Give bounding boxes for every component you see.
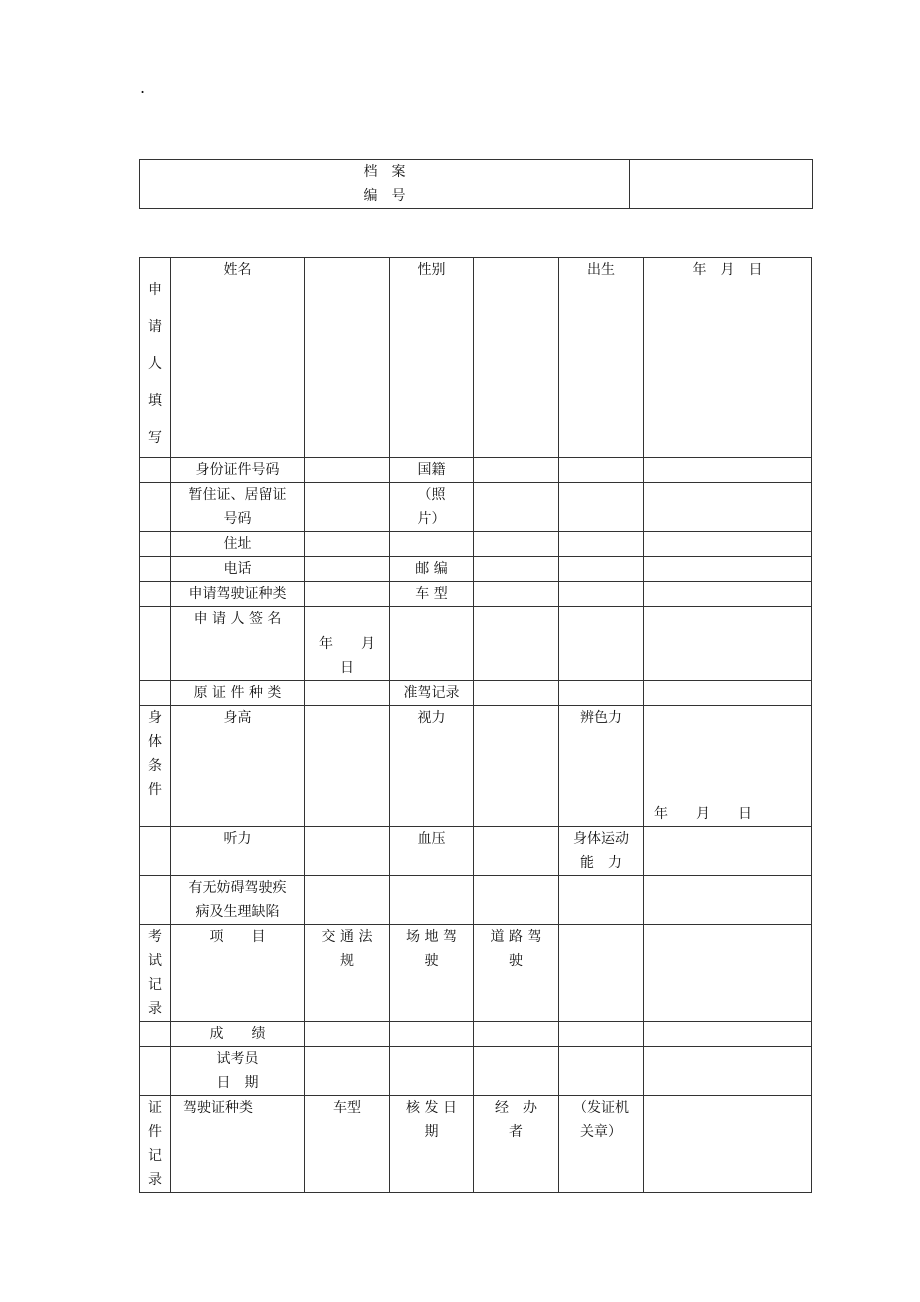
birth-label: 出生 xyxy=(559,258,644,458)
nationality-label: 国籍 xyxy=(390,458,474,483)
address-field[interactable] xyxy=(305,532,390,557)
applicant-char: 申 xyxy=(148,282,162,298)
motor-label xyxy=(559,827,644,876)
blank-cell xyxy=(559,458,644,483)
license-type-label: 申请驾驶证种类 xyxy=(171,582,305,607)
examiner-label xyxy=(171,1047,305,1096)
postcode-label: 邮 编 xyxy=(390,557,474,582)
blank-cell xyxy=(140,607,171,681)
blank-cell xyxy=(390,607,474,681)
exam-date-field[interactable]: 年 月 日 xyxy=(644,706,812,827)
blank-cell xyxy=(140,532,171,557)
photo-line2: 片） xyxy=(417,511,446,527)
blank-cell xyxy=(644,483,812,532)
permit-record-field[interactable] xyxy=(474,681,559,706)
body-char: 件 xyxy=(148,782,162,798)
field-driving-label xyxy=(390,925,474,1022)
body-char: 条 xyxy=(148,758,162,774)
blank-cell xyxy=(559,681,644,706)
blank-cell xyxy=(140,827,171,876)
seal-line1: （发证机 xyxy=(573,1100,629,1116)
blank-cell xyxy=(644,582,812,607)
test-section-label xyxy=(140,925,171,1022)
sign-date-line2: 日 xyxy=(340,660,354,676)
disease-line1: 有无妨碍驾驶疾 xyxy=(188,880,287,896)
motor-line2: 能 力 xyxy=(580,855,622,871)
vision-label: 视力 xyxy=(390,706,474,827)
blank-cell xyxy=(559,557,644,582)
item-label: 项 目 xyxy=(171,925,305,1022)
blank-cell xyxy=(644,925,812,1022)
body-char: 身 xyxy=(148,710,162,726)
hearing-field[interactable] xyxy=(305,827,390,876)
cert-char: 证 xyxy=(148,1100,162,1116)
cert-char: 录 xyxy=(148,1172,162,1188)
permit-record-label: 准驾记录 xyxy=(390,681,474,706)
hearing-label: 听力 xyxy=(171,827,305,876)
issue-date-line2: 期 xyxy=(424,1124,439,1140)
blank-cell xyxy=(140,876,171,925)
gender-field[interactable] xyxy=(474,258,559,458)
motor-field[interactable] xyxy=(644,827,812,876)
blank-cell xyxy=(140,557,171,582)
score-road-driving[interactable] xyxy=(474,1022,559,1047)
signature-label: 申 请 人 签 名 xyxy=(171,607,305,681)
archive-number-table xyxy=(139,159,813,209)
sign-date-line1: 年 月 xyxy=(319,636,375,652)
blank-cell xyxy=(644,607,812,681)
archive-number-label xyxy=(140,160,630,209)
blank-cell xyxy=(474,532,559,557)
blank-cell xyxy=(644,876,812,925)
name-field[interactable] xyxy=(305,258,390,458)
blank-cell xyxy=(559,483,644,532)
examiner-road-driving[interactable] xyxy=(474,1047,559,1096)
applicant-char: 请 xyxy=(148,319,162,335)
blank-cell xyxy=(140,458,171,483)
temp-permit-line1: 暂住证、居留证 xyxy=(188,487,287,503)
temp-permit-line2: 号码 xyxy=(223,511,252,527)
issue-date-label xyxy=(390,1096,474,1193)
blank-cell xyxy=(559,1022,644,1047)
blank-cell xyxy=(559,925,644,1022)
blank-cell xyxy=(140,1047,171,1096)
applicant-char: 填 xyxy=(148,393,162,409)
handler-label xyxy=(474,1096,559,1193)
disease-label xyxy=(171,876,305,925)
issue-date-line1: 核 发 日 xyxy=(406,1100,457,1116)
blank-cell xyxy=(559,607,644,681)
blood-pressure-field[interactable] xyxy=(474,827,559,876)
nationality-field[interactable] xyxy=(474,458,559,483)
blank-cell xyxy=(140,681,171,706)
seal-field[interactable] xyxy=(644,1096,812,1193)
id-number-label: 身份证件号码 xyxy=(171,458,305,483)
cert-vehicle-label: 车型 xyxy=(305,1096,390,1193)
blank-cell xyxy=(140,483,171,532)
examiner-field-driving[interactable] xyxy=(390,1047,474,1096)
examiner-traffic-law[interactable] xyxy=(305,1047,390,1096)
traffic-law-label xyxy=(305,925,390,1022)
birth-date-field[interactable]: 年 月 日 xyxy=(644,258,812,458)
blank-cell xyxy=(140,1022,171,1047)
blank-cell xyxy=(474,876,559,925)
id-number-field[interactable] xyxy=(305,458,390,483)
score-field-driving[interactable] xyxy=(390,1022,474,1047)
phone-label: 电话 xyxy=(171,557,305,582)
date-line: 日 期 xyxy=(216,1075,259,1091)
archive-number-field[interactable] xyxy=(630,160,813,209)
name-label: 姓名 xyxy=(171,258,305,458)
signature-date[interactable] xyxy=(305,607,390,681)
license-type-field[interactable] xyxy=(305,582,390,607)
field-line1: 场 地 驾 xyxy=(406,929,457,945)
archive-label-line2: 编 号 xyxy=(363,188,406,204)
color-vision-label: 辨色力 xyxy=(559,706,644,827)
body-section-label xyxy=(140,706,171,827)
application-form-table xyxy=(139,257,812,1193)
cert-license-type-label: 驾驶证种类 xyxy=(171,1096,305,1193)
height-field[interactable] xyxy=(305,706,390,827)
blank-cell xyxy=(644,681,812,706)
photo-label xyxy=(390,483,474,532)
blank-cell xyxy=(559,876,644,925)
blank-cell xyxy=(559,582,644,607)
field-line2: 驶 xyxy=(424,953,439,969)
disease-field[interactable] xyxy=(305,876,390,925)
applicant-char: 写 xyxy=(148,430,162,446)
traffic-law-line1: 交 通 法 xyxy=(321,929,373,945)
blank-cell xyxy=(644,1022,812,1047)
height-label: 身高 xyxy=(171,706,305,827)
test-char: 录 xyxy=(148,1001,162,1017)
blank-cell xyxy=(390,532,474,557)
seal-label xyxy=(559,1096,644,1193)
blank-cell xyxy=(140,582,171,607)
motor-line1: 身体运动 xyxy=(573,831,629,847)
score-traffic-law[interactable] xyxy=(305,1022,390,1047)
vehicle-type-field[interactable] xyxy=(474,582,559,607)
blank-cell xyxy=(644,1047,812,1096)
applicant-char: 人 xyxy=(148,356,162,372)
address-label: 住址 xyxy=(171,532,305,557)
vision-field[interactable] xyxy=(474,706,559,827)
road-line1: 道 路 驾 xyxy=(490,929,542,945)
applicant-section-label xyxy=(140,258,171,458)
blank-cell xyxy=(644,458,812,483)
blank-cell xyxy=(559,532,644,557)
road-line2: 驶 xyxy=(509,953,523,969)
blank-cell xyxy=(559,1047,644,1096)
handler-line2: 者 xyxy=(509,1124,523,1140)
test-char: 记 xyxy=(148,977,162,993)
test-char: 考 xyxy=(148,929,162,945)
cert-char: 记 xyxy=(148,1148,162,1164)
examiner-line: 试考员 xyxy=(216,1051,259,1067)
disease-line2: 病及生理缺陷 xyxy=(195,904,280,920)
blank-cell xyxy=(644,532,812,557)
page-dot: . xyxy=(140,78,146,97)
body-char: 体 xyxy=(148,734,162,750)
traffic-law-line2: 规 xyxy=(340,953,354,969)
cert-section-label xyxy=(140,1096,171,1193)
cert-char: 件 xyxy=(148,1124,162,1140)
gender-label: 性别 xyxy=(390,258,474,458)
test-char: 试 xyxy=(148,953,162,969)
road-driving-label xyxy=(474,925,559,1022)
phone-field[interactable] xyxy=(305,557,390,582)
vehicle-type-label: 车 型 xyxy=(390,582,474,607)
handler-line1: 经 办 xyxy=(495,1100,537,1116)
temp-permit-field[interactable] xyxy=(305,483,390,532)
blood-pressure-label: 血压 xyxy=(390,827,474,876)
orig-license-label: 原 证 件 种 类 xyxy=(171,681,305,706)
blank-cell xyxy=(390,876,474,925)
seal-line2: 关章） xyxy=(580,1124,622,1140)
temp-permit-label xyxy=(171,483,305,532)
score-label: 成 绩 xyxy=(171,1022,305,1047)
photo-line1: （照 xyxy=(417,487,446,503)
orig-license-field[interactable] xyxy=(305,681,390,706)
postcode-field[interactable] xyxy=(474,557,559,582)
blank-cell xyxy=(474,483,559,532)
blank-cell xyxy=(644,557,812,582)
archive-label-line1: 档 案 xyxy=(363,164,406,180)
blank-cell xyxy=(474,607,559,681)
